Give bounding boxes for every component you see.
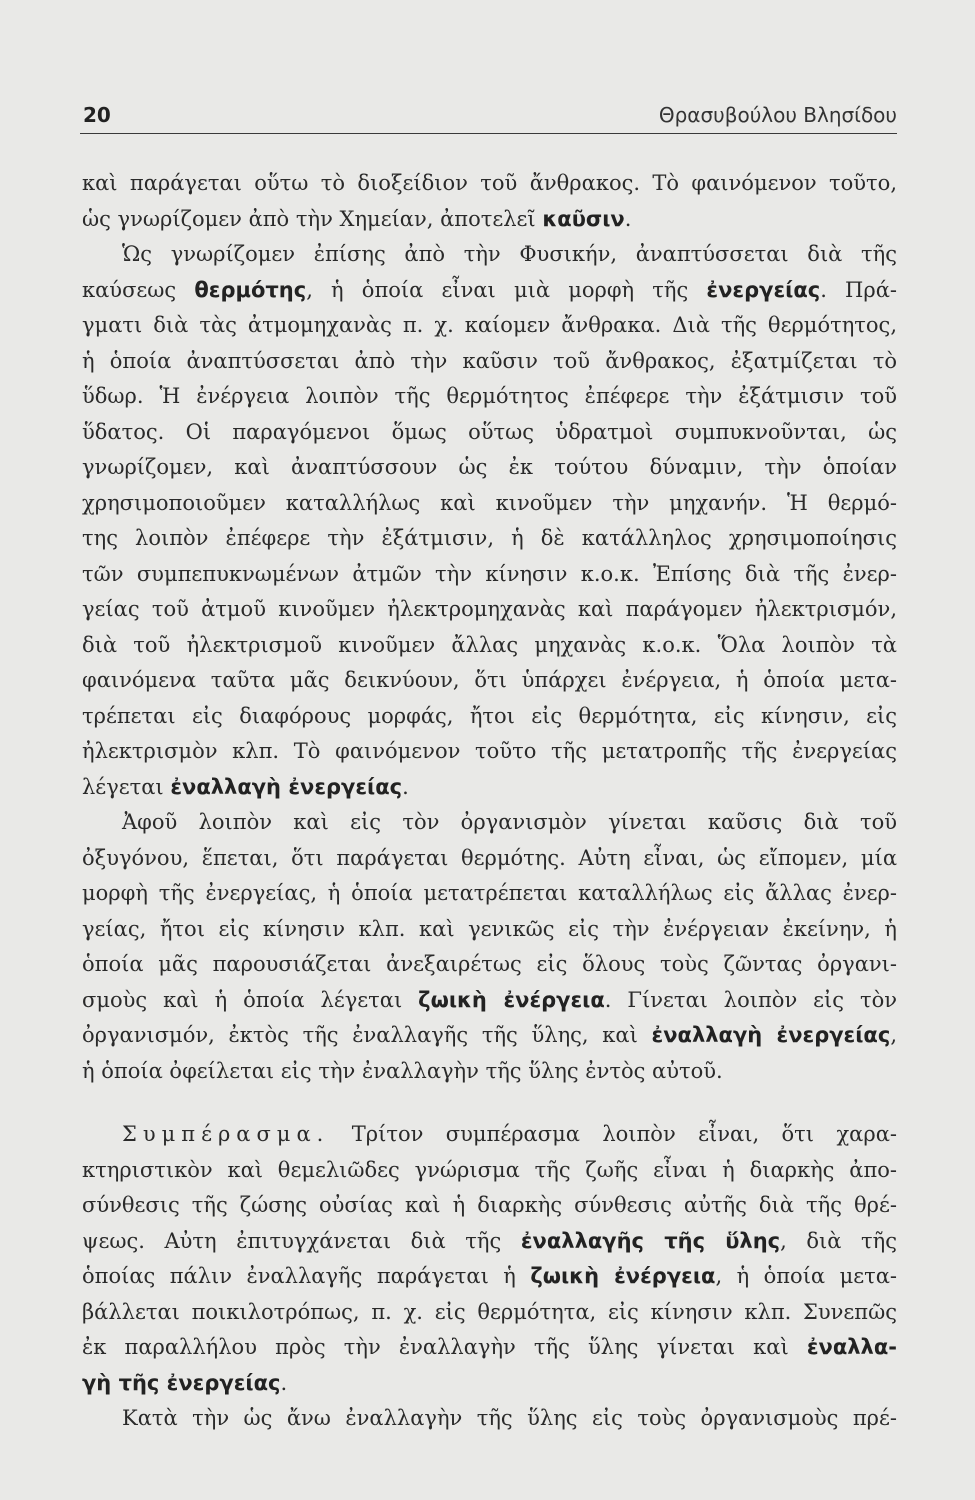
line-text: Ὡς γνωρίζομεν ἐπίσης ἀπὸ τὴν Φυσικήν, ἀναπτύσσεται διὰ τῆς — [122, 242, 897, 266]
line-text: της λοιπὸν ἐπέφερε τὴν ἐξάτμισιν, ἡ δὲ κατάλληλος χρησιμοποίησις — [82, 526, 897, 550]
line-text: σύνθεσις τῆς ζώσης οὐσίας καὶ ἡ διαρκὴς σύνθεσις αὐτῆς διὰ τῆς θρέ- — [82, 1193, 897, 1217]
bold-term: ἐναλλα- — [806, 1335, 897, 1359]
text-line — [82, 699, 897, 735]
line-text: γείας τοῦ ἀτμοῦ κινοῦμεν ἠλεκτρομηχανὰς καὶ παράγομεν ἠλεκτρισμόν, — [82, 597, 897, 621]
line-text: καύσεως — [82, 277, 195, 302]
text-line — [82, 486, 897, 522]
line-text: Τρίτον συμπέρασμα λοιπὸν εἶναι, ὅτι χαρα- — [329, 1122, 897, 1146]
line-text: ὀξυγόνου, ἕπεται, ὅτι παράγεται θερμότης. Αὐτη εἶναι, ὡς εἴπομεν, μία — [82, 845, 897, 870]
line-text: . — [402, 774, 409, 799]
line-text: σμοὺς καὶ ἡ ὁποία λέγεται — [82, 987, 419, 1012]
bold-term: ἐναλλαγὴ ἐνεργείας — [170, 774, 403, 799]
text-line — [82, 628, 897, 664]
text-line — [82, 1330, 897, 1366]
bold-term: καῦσιν — [542, 206, 625, 231]
line-text: μορφὴ τῆς ἐνεργείας, ἡ ὁποία μετατρέπεται καταλλήλως εἰς ἄλλας ἐνερ- — [82, 881, 897, 905]
line-text: . — [280, 1370, 288, 1395]
text-line — [82, 805, 897, 841]
text-line — [82, 166, 897, 202]
text-line — [82, 947, 897, 983]
paragraph-gap — [82, 1089, 897, 1117]
line-text: τρέπεται εἰς διαφόρους μορφάς, ἤτοι εἰς θερμότητα, εἰς κίνησιν, εἰς — [82, 703, 897, 728]
page-number: 20 — [83, 103, 111, 127]
line-text: διὰ τοῦ ἠλεκτρισμοῦ κινοῦμεν ἄλλας μηχανὰς κ.ο.κ. Ὅλα λοιπὸν τὰ — [82, 632, 897, 657]
text-line — [82, 983, 897, 1019]
line-text: . Γίνεται λοιπὸν εἰς τὸν — [604, 987, 897, 1012]
line-text: βάλλεται ποικιλοτρόπως, π. χ. εἰς θερμότητα, εἰς κίνησιν κλπ. Συνεπῶς — [82, 1299, 897, 1324]
line-text: , ἡ ὁποία μετα- — [715, 1264, 897, 1288]
line-text: γματι διὰ τὰς ἀτμομηχανὰς π. χ. καίομεν ἄνθρακα. Διὰ τῆς θερμότητος, — [82, 313, 897, 337]
line-text: ὁποία μᾶς παρουσιάζεται ἀνεξαιρέτως εἰς ὅλους τοὺς ζῶντας ὀργανι- — [82, 952, 897, 976]
text-line — [82, 1188, 897, 1224]
text-line — [82, 912, 897, 948]
line-text: γείας, ἤτοι εἰς κίνησιν κλπ. καὶ γενικῶς εἰς τὴν ἐνέργειαν ἐκείνην, ἡ — [82, 916, 897, 941]
text-line — [82, 202, 897, 238]
text-line — [82, 344, 897, 380]
text-line — [82, 273, 897, 309]
line-text: χρησιμοποιοῦμεν καταλλήλως καὶ κινοῦμεν τὴν μηχανήν. Ἡ θερμό- — [82, 490, 897, 515]
bold-term: ζωικὴ ἐνέργεια — [418, 987, 605, 1012]
line-text: Ἀφοῦ λοιπὸν καὶ εἰς τὸν ὀργανισμὸν γίνεται καῦσις διὰ τοῦ — [122, 810, 897, 834]
text-line — [82, 1259, 897, 1295]
running-title: Θρασυβούλου Βλησίδου — [658, 103, 897, 127]
bold-term: θερμότης — [194, 277, 307, 302]
text-line — [82, 734, 897, 770]
line-text: Κατὰ τὴν ὡς ἄνω ἐναλλαγὴν τῆς ὕλης εἰς τοὺς ὀργανισμοὺς πρέ- — [122, 1406, 897, 1430]
page-header — [80, 99, 897, 134]
line-text: ψεως. Αὐτη ἐπιτυγχάνεται διὰ τῆς — [82, 1228, 521, 1253]
text-line — [82, 237, 897, 273]
line-text: ὀργανισμόν, ἐκτὸς τῆς ἐναλλαγῆς τῆς ὕλης, καὶ — [82, 1023, 652, 1047]
line-text: , — [890, 1023, 897, 1047]
text-line — [82, 876, 897, 912]
line-text: , διὰ τῆς — [780, 1228, 897, 1253]
text-line — [82, 1153, 897, 1189]
text-line — [82, 770, 897, 806]
bold-term: ἐναλλαγὴ ἐνεργείας — [651, 1023, 891, 1047]
text-line — [82, 1295, 897, 1331]
line-text: ὕδωρ. Ἡ ἐνέργεια λοιπὸν τῆς θερμότητος ἐπέφερε τὴν ἐξάτμισιν τοῦ — [82, 384, 897, 408]
line-text: καὶ παράγεται οὕτω τὸ διοξείδιον τοῦ ἄνθρακος. Τὸ φαινόμενον τοῦτο, — [82, 171, 897, 195]
text-line — [82, 450, 897, 486]
text-line — [82, 1224, 897, 1260]
text-line — [82, 592, 897, 628]
line-text: τῶν συμπεπυκνωμένων ἀτμῶν τὴν κίνησιν κ.ο.κ. Ἐπίσης διὰ τῆς ἐνερ- — [82, 561, 897, 586]
text-line — [82, 379, 897, 415]
text-line — [82, 415, 897, 451]
line-text: ἡ ὁποία ὀφείλεται εἰς τὴν ἐναλλαγὴν τῆς ὕλης ἐντὸς αὐτοῦ. — [82, 1058, 723, 1083]
line-text: ὁποίας πάλιν ἐναλλαγῆς παράγεται ἡ — [82, 1264, 531, 1288]
text-line — [82, 1117, 897, 1153]
text-line — [82, 1366, 897, 1402]
spaced-heading: Συμπέρασμα. — [122, 1122, 330, 1146]
line-text: γνωρίζομεν, καὶ ἀναπτύσσουν ὡς ἐκ τούτου δύναμιν, τὴν ὁποίαν — [82, 455, 897, 479]
line-text: ὕδατος. Οἱ παραγόμενοι ὅμως οὕτως ὑδρατμοὶ συμπυκνοῦνται, ὡς — [82, 419, 897, 444]
line-text: ἡ ὁποία ἀναπτύσσεται ἀπὸ τὴν καῦσιν τοῦ ἄνθρακος, ἐξατμίζεται τὸ — [82, 348, 897, 373]
text-line — [82, 841, 897, 877]
line-text: ἠλεκτρισμὸν κλπ. Τὸ φαινόμενον τοῦτο τῆς μετατροπῆς τῆς ἐνεργείας — [82, 739, 897, 763]
text-line — [82, 1401, 897, 1437]
text-line — [82, 557, 897, 593]
line-text: . — [624, 206, 632, 231]
text-line — [82, 1018, 897, 1054]
text-line — [82, 663, 897, 699]
bold-term: ζωικὴ ἐνέργεια — [530, 1264, 716, 1288]
text-line — [82, 521, 897, 557]
line-text: κτηριστικὸν καὶ θεμελιῶδες γνώρισμα τῆς ζωῆς εἶναι ἡ διαρκὴς ἀπο- — [82, 1157, 897, 1182]
text-line — [82, 308, 897, 344]
line-text: . Πρά- — [820, 277, 897, 302]
line-text: ἐκ παραλλήλου πρὸς τὴν ἐναλλαγὴν τῆς ὕλης γίνεται καὶ — [82, 1335, 807, 1359]
bold-term: ἐνεργείας — [706, 277, 821, 302]
text-line — [82, 1054, 897, 1090]
line-text: ὡς γνωρίζομεν ἀπὸ τὴν Χημείαν, ἀποτελεῖ — [82, 206, 543, 231]
body-text — [82, 166, 897, 1437]
bold-term: γὴ τῆς ἐνεργείας — [82, 1370, 281, 1395]
bold-term: ἐναλλαγῆς τῆς ὕλης — [520, 1228, 781, 1253]
line-text: φαινόμενα ταῦτα μᾶς δεικνύουν, ὅτι ὑπάρχει ἐνέργεια, ἡ ὁποία μετα- — [82, 668, 897, 692]
line-text: λέγεται — [82, 774, 171, 799]
line-text: , ἡ ὁποία εἶναι μιὰ μορφὴ τῆς — [306, 277, 707, 302]
